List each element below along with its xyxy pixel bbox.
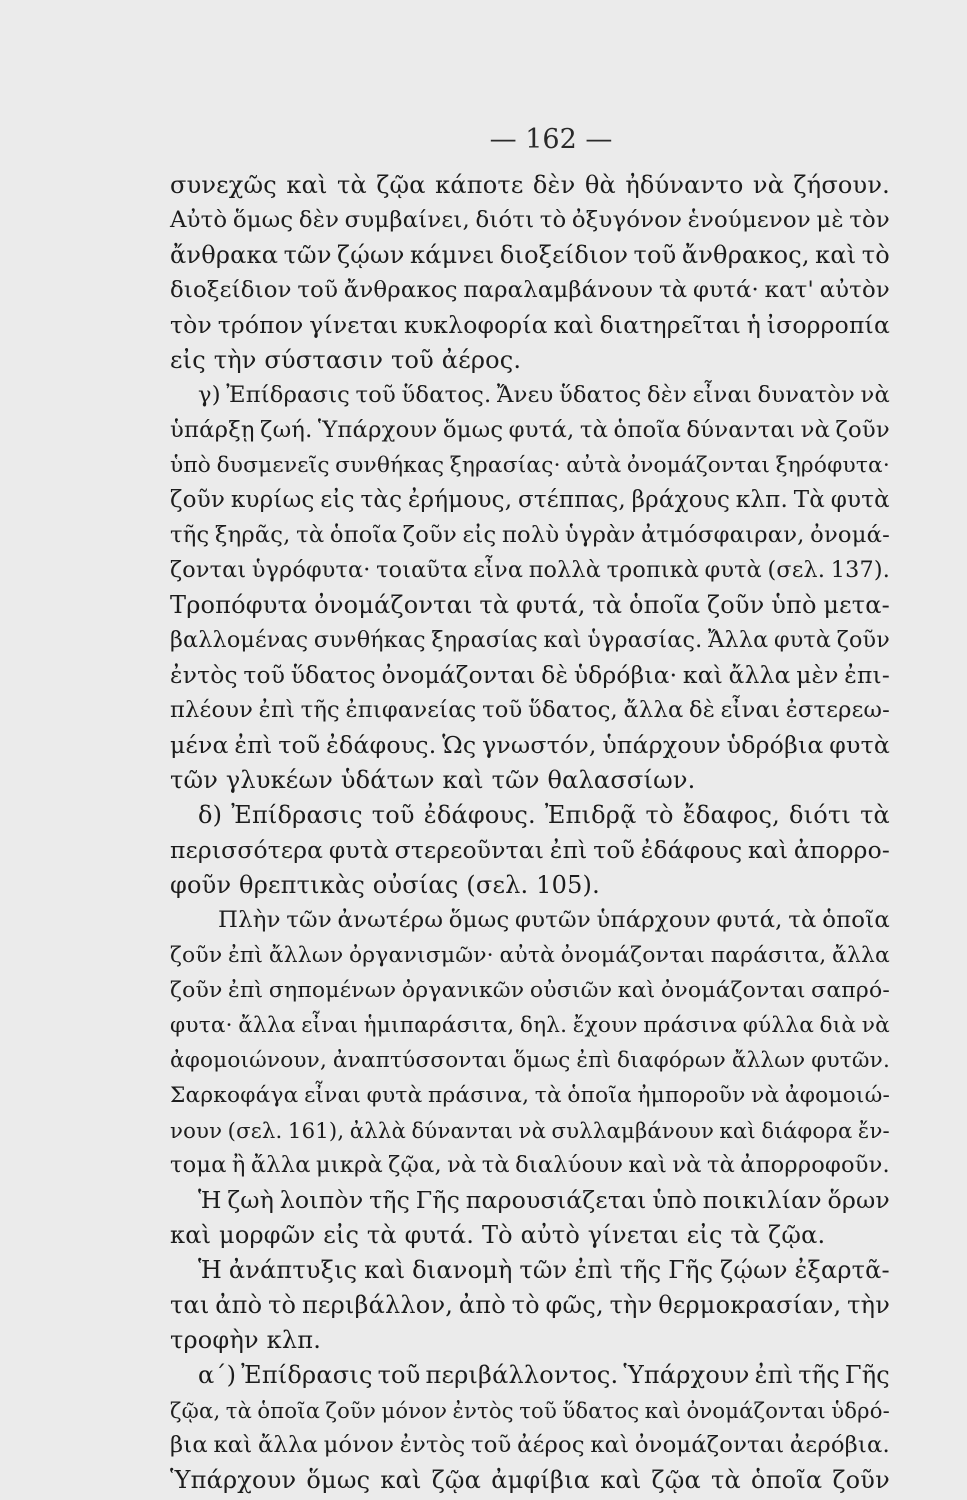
text-line: ζοῦν ἐπὶ σηπομένων ὀργανικῶν οὐσιῶν καὶ ὀνομάζονται σαπρό-	[170, 978, 890, 1003]
text-line: Ἡ ἀνάπτυξις καὶ διανομὴ τῶν ἐπὶ τῆς Γῆς ζῴων ἐξαρτᾶ-	[198, 1256, 890, 1284]
text-line: τὸν τρόπον γίνεται κυκλοφορία καὶ διατηρεῖται ἡ ἰσορροπία	[170, 311, 890, 339]
text-line: Αὐτὸ ὅμως δὲν συμβαίνει, διότι τὸ ὀξυγόνον ἑνούμενον μὲ τὸν	[170, 207, 890, 233]
body-text	[170, 168, 890, 1498]
text-line: τῶν γλυκέων ὑδάτων καὶ τῶν θαλασσίων.	[170, 766, 696, 794]
text-line: Ἡ ζωὴ λοιπὸν τῆς Γῆς παρουσιάζεται ὑπὸ ποικιλίαν ὅρων	[198, 1186, 890, 1214]
text-line: ἄνθρακα τῶν ζῴων κάμνει διοξείδιον τοῦ ἄνθρακος, καὶ τὸ	[170, 241, 890, 269]
text-line: Πλὴν τῶν ἀνωτέρω ὅμως φυτῶν ὑπάρχουν φυτά, τὰ ὁποῖα	[218, 907, 890, 933]
text-line: περισσότερα φυτὰ στερεοῦνται ἐπὶ τοῦ ἐδάφους καὶ ἀπορρο-	[170, 836, 890, 864]
text-line: ζοῦν κυρίως εἰς τὰς ἐρήμους, στέππας, βράχους κλπ. Τὰ φυτὰ	[170, 487, 890, 513]
text-line: φοῦν θρεπτικὰς οὐσίας (σελ. 105).	[170, 871, 600, 899]
text-line: εἰς τὴν σύστασιν τοῦ ἀέρος.	[170, 346, 522, 374]
text-line: μένα ἐπὶ τοῦ ἐδάφους. Ὡς γνωστόν, ὑπάρχουν ὑδρόβια φυτὰ	[170, 731, 890, 759]
text-line: τομα ἢ ἄλλα μικρὰ ζῷα, νὰ τὰ διαλύουν καὶ νὰ τὰ ἀπορροφοῦν.	[170, 1152, 890, 1178]
text-line: ὑπὸ δυσμενεῖς συνθήκας ξηρασίας· αὐτὰ ὀνομάζονται ξηρόφυτα·	[170, 453, 890, 478]
text-line: διοξείδιον τοῦ ἄνθρακος παραλαμβάνουν τὰ φυτά· κατ' αὐτὸν	[170, 277, 890, 303]
text-line: ζοῦν ἐπὶ ἄλλων ὀργανισμῶν· αὐτὰ ὀνομάζονται παράσιτα, ἄλλα	[170, 943, 890, 968]
text-line: καὶ μορφῶν εἰς τὰ φυτά. Τὸ αὐτὸ γίνεται εἰς τὰ ζῷα.	[170, 1221, 826, 1249]
text-line: ζῷα, τὰ ὁποῖα ζοῦν μόνον ἐντὸς τοῦ ὕδατος καὶ ὀνομάζονται ὑδρό-	[170, 1398, 890, 1423]
text-line: νουν (σελ. 161), ἀλλὰ δύνανται νὰ συλλαμβάνουν καὶ διάφορα ἔν-	[170, 1118, 890, 1143]
text-line: α΄) Ἐπίδρασις τοῦ περιβάλλοντος. Ὑπάρχουν ἐπὶ τῆς Γῆς	[198, 1361, 890, 1389]
text-line: ἐντὸς τοῦ ὕδατος ὀνομάζονται δὲ ὑδρόβια· καὶ ἄλλα μὲν ἐπι-	[170, 661, 890, 689]
text-line: φυτα· ἄλλα εἶναι ἡμιπαράσιτα, δηλ. ἔχουν πράσινα φύλλα διὰ νὰ	[170, 1013, 890, 1038]
text-line: ὑπάρξῃ ζωή. Ὑπάρχουν ὅμως φυτά, τὰ ὁποῖα δύνανται νὰ ζοῦν	[170, 417, 890, 443]
page-number: — 162 —	[489, 124, 613, 155]
text-line: συνεχῶς καὶ τὰ ζῷα κάποτε δὲν θὰ ἠδύναντο νὰ ζήσουν.	[170, 171, 890, 199]
text-line: ζονται ὑγρόφυτα· τοιαῦτα εἶνα πολλὰ τροπικὰ φυτὰ (σελ. 137).	[170, 557, 890, 583]
text-line: ἀφομοιώνουν, ἀναπτύσσονται ὅμως ἐπὶ διαφόρων ἄλλων φυτῶν.	[170, 1048, 890, 1073]
text-line: βαλλομένας συνθήκας ξηρασίας καὶ ὑγρασίας. Ἄλλα φυτὰ ζοῦν	[170, 627, 890, 653]
text-line: Ὑπάρχουν ὅμως καὶ ζῷα ἀμφίβια καὶ ζῷα τὰ ὁποῖα ζοῦν	[170, 1466, 890, 1494]
text-line: πλέουν ἐπὶ τῆς ἐπιφανείας τοῦ ὕδατος, ἄλλα δὲ εἶναι ἐστερεω-	[170, 697, 890, 723]
text-line: γ) Ἐπίδρασις τοῦ ὕδατος. Ἄνευ ὕδατος δὲν εἶναι δυνατὸν νὰ	[198, 382, 890, 408]
text-line: βια καὶ ἄλλα μόνον ἐντὸς τοῦ ἀέρος καὶ ὀνομάζονται ἀερόβια.	[170, 1432, 890, 1458]
text-line: Σαρκοφάγα εἶναι φυτὰ πράσινα, τὰ ὁποῖα ἠμποροῦν νὰ ἀφομοιώ-	[170, 1083, 890, 1108]
text-line: τῆς ξηρᾶς, τὰ ὁποῖα ζοῦν εἰς πολὺ ὑγρὰν ἀτμόσφαιραν, ὀνομά-	[170, 522, 890, 548]
text-line: τροφὴν κλπ.	[170, 1326, 322, 1354]
text-line: δ) Ἐπίδρασις τοῦ ἐδάφους. Ἐπιδρᾷ τὸ ἔδαφος, διότι τὰ	[198, 801, 890, 829]
text-line: ται ἀπὸ τὸ περιβάλλον, ἀπὸ τὸ φῶς, τὴν θερμοκρασίαν, τὴν	[170, 1291, 890, 1319]
text-line: Τροπόφυτα ὀνομάζονται τὰ φυτά, τὰ ὁποῖα ζοῦν ὑπὸ μετα-	[170, 591, 890, 619]
